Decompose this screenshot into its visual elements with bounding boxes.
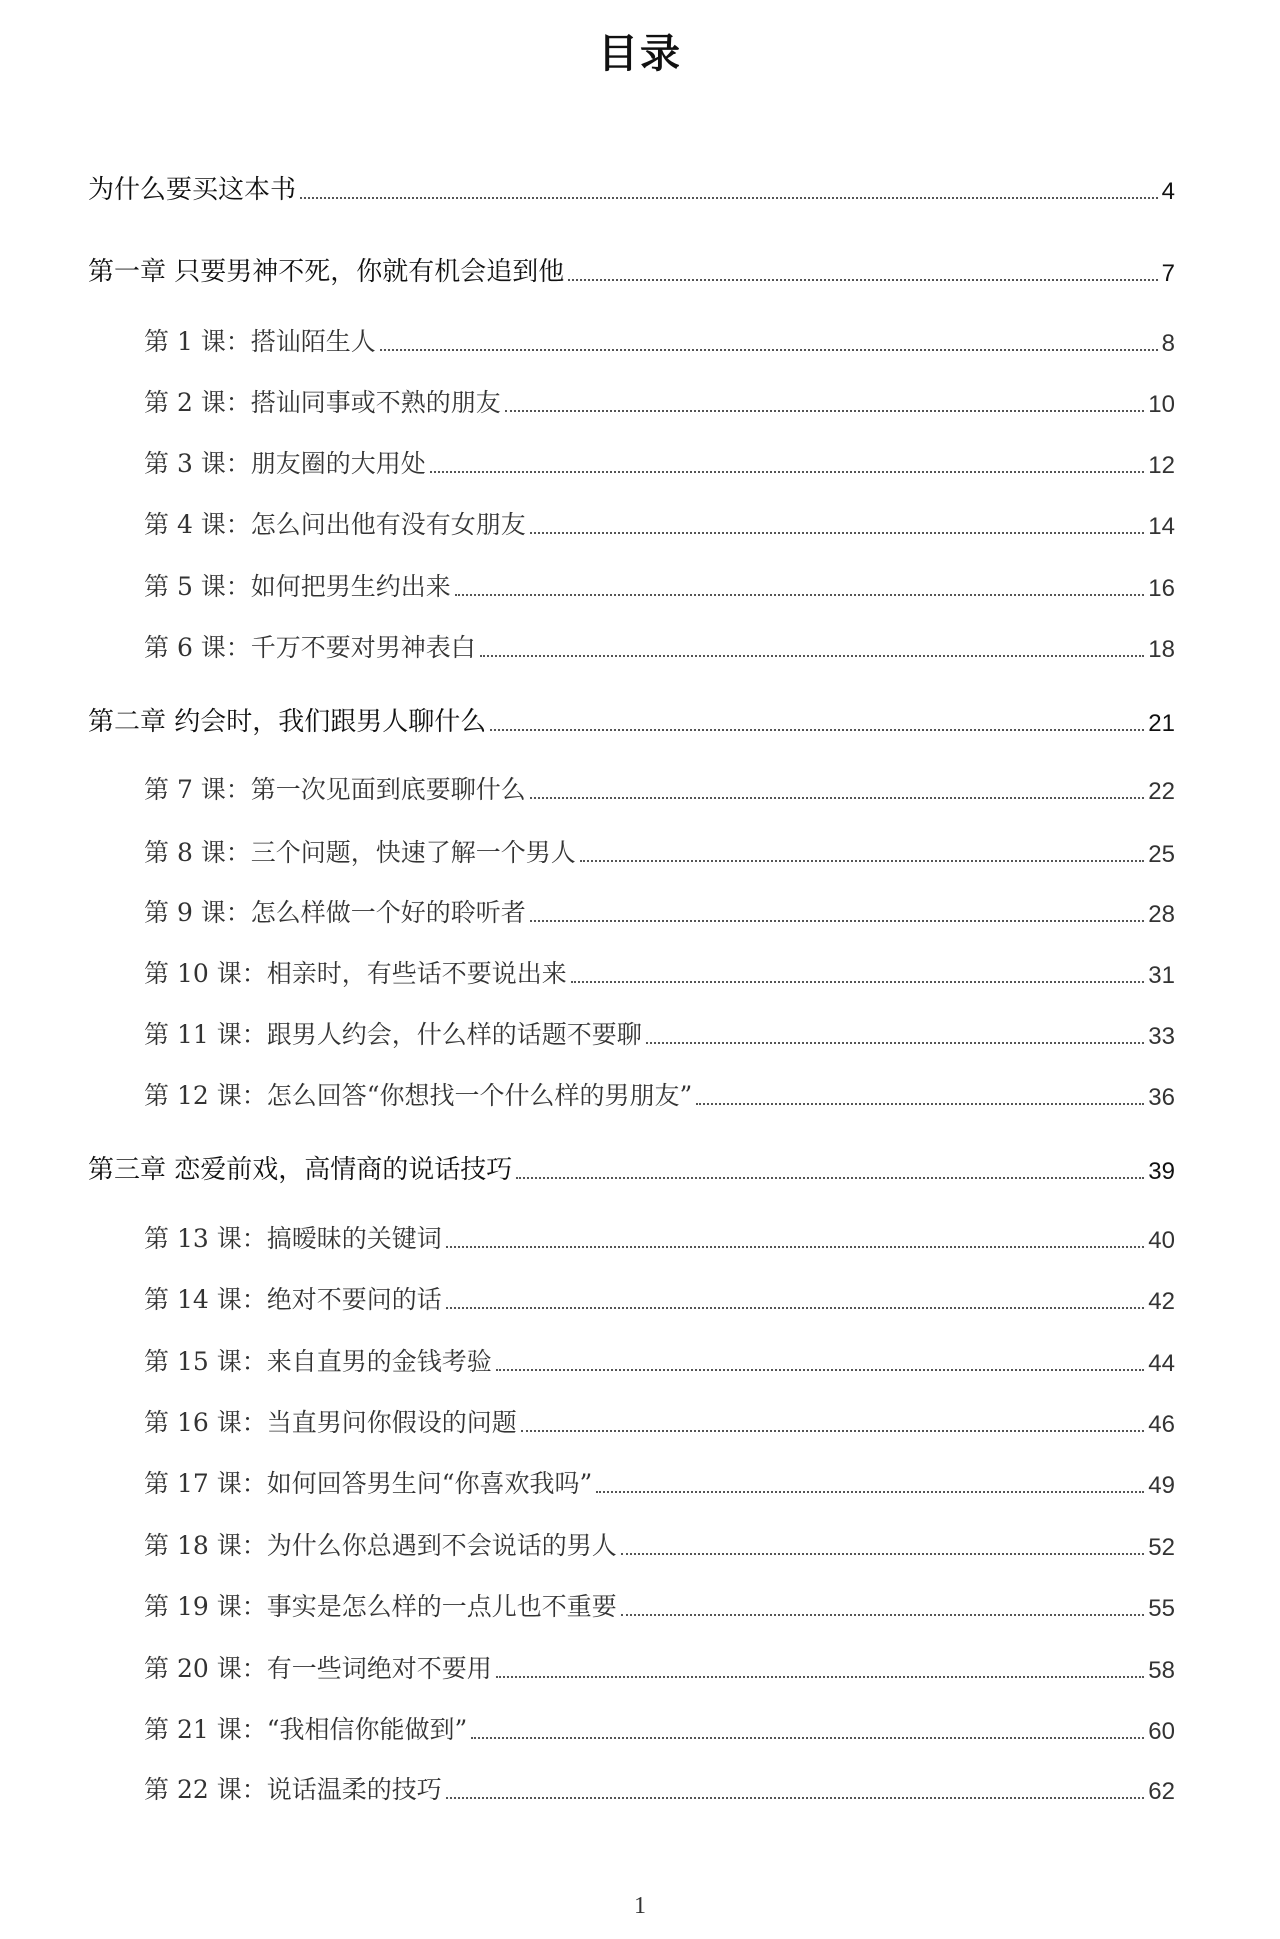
dot-leader	[300, 197, 1158, 199]
entry-title: 第 18 课：为什么你总遇到不会说话的男人	[144, 1531, 617, 1560]
entry-title: 第 19 课：事实是怎么样的一点儿也不重要	[144, 1592, 617, 1621]
dot-leader	[580, 860, 1144, 862]
toc-lesson-entry[interactable]	[144, 1078, 1175, 1112]
toc-lesson-entry[interactable]	[144, 1712, 1175, 1746]
toc-lesson-entry[interactable]	[144, 1221, 1175, 1255]
entry-page-number: 28	[1148, 901, 1175, 928]
entry-page-number: 46	[1148, 1411, 1175, 1438]
dot-leader	[446, 1307, 1145, 1309]
entry-title: 第 9 课：怎么样做一个好的聆听者	[144, 898, 526, 927]
entry-page-number: 62	[1148, 1778, 1175, 1805]
entry-title: 第一章 只要男神不死，你就有机会追到他	[88, 257, 565, 287]
entry-page-number: 12	[1148, 452, 1175, 479]
entry-page-number: 33	[1148, 1023, 1175, 1050]
entry-title: 第 5 课：如何把男生约出来	[144, 572, 451, 601]
entry-title: 第 7 课：第一次见面到底要聊什么	[144, 775, 526, 804]
page-number: 1	[634, 1893, 646, 1919]
toc-lesson-entry[interactable]	[144, 1405, 1175, 1439]
entry-title: 第 12 课：怎么回答“你想找一个什么样的男朋友”	[144, 1081, 693, 1110]
toc-lesson-entry[interactable]	[144, 507, 1175, 541]
entry-page-number: 36	[1148, 1084, 1175, 1111]
toc-lesson-entry[interactable]	[144, 630, 1175, 664]
dot-leader	[596, 1491, 1144, 1493]
entry-title: 第 10 课：相亲时，有些话不要说出来	[144, 959, 567, 988]
entry-title: 第 14 课：绝对不要问的话	[144, 1285, 442, 1314]
dot-leader	[516, 1177, 1144, 1179]
entry-page-number: 52	[1148, 1534, 1175, 1561]
entry-page-number: 49	[1148, 1472, 1175, 1499]
dot-leader	[646, 1042, 1145, 1044]
dot-leader	[530, 532, 1144, 534]
entry-page-number: 16	[1148, 575, 1175, 602]
entry-title: 第 11 课：跟男人约会，什么样的话题不要聊	[144, 1020, 642, 1049]
dot-leader	[455, 594, 1144, 596]
entry-title: 第 3 课：朋友圈的大用处	[144, 449, 426, 478]
entry-page-number: 42	[1148, 1288, 1175, 1315]
entry-page-number: 40	[1148, 1227, 1175, 1254]
toc-lesson-entry[interactable]	[144, 1466, 1175, 1500]
entry-title: 第 15 课：来自直男的金钱考验	[144, 1347, 492, 1376]
toc-chapter-entry[interactable]	[88, 1152, 1175, 1186]
toc-lesson-entry[interactable]	[144, 1772, 1175, 1806]
dot-leader	[696, 1103, 1144, 1105]
dot-leader	[530, 920, 1144, 922]
entry-page-number: 39	[1148, 1158, 1175, 1185]
entry-page-number: 44	[1148, 1350, 1175, 1377]
entry-title: 第 17 课：如何回答男生问“你喜欢我吗”	[144, 1469, 593, 1498]
entry-title: 为什么要买这本书	[88, 175, 297, 205]
dot-leader	[621, 1614, 1145, 1616]
entry-page-number: 60	[1148, 1718, 1175, 1745]
entry-title: 第 13 课：搞暧昧的关键词	[144, 1224, 442, 1253]
toc-lesson-entry[interactable]	[144, 446, 1175, 480]
dot-leader	[380, 349, 1158, 351]
dot-leader	[480, 655, 1144, 657]
entry-page-number: 8	[1161, 330, 1175, 357]
entry-title: 第 1 课：搭讪陌生人	[144, 327, 376, 356]
dot-leader	[430, 471, 1144, 473]
entry-title: 第 16 课：当直男问你假设的问题	[144, 1408, 517, 1437]
toc-lesson-entry[interactable]	[144, 835, 1175, 869]
toc-lesson-entry[interactable]	[144, 385, 1175, 419]
dot-leader	[568, 279, 1157, 281]
dot-leader	[490, 729, 1144, 731]
toc-lesson-entry[interactable]	[144, 956, 1175, 990]
entry-page-number: 25	[1148, 841, 1175, 868]
entry-title: 第三章 恋爱前戏，高情商的说话技巧	[88, 1155, 513, 1185]
dot-leader	[521, 1430, 1145, 1432]
dot-leader	[471, 1737, 1144, 1739]
toc-lesson-entry[interactable]	[144, 1017, 1175, 1051]
dot-leader	[621, 1553, 1145, 1555]
entry-page-number: 7	[1161, 260, 1175, 287]
entry-page-number: 58	[1148, 1657, 1175, 1684]
entry-page-number: 21	[1148, 710, 1175, 737]
dot-leader	[530, 797, 1144, 799]
entry-page-number: 4	[1161, 178, 1175, 205]
entry-page-number: 31	[1148, 962, 1175, 989]
entry-title: 第 22 课：说话温柔的技巧	[144, 1775, 442, 1804]
entry-title: 第 21 课：“我相信你能做到”	[144, 1715, 468, 1744]
entry-title: 第 4 课：怎么问出他有没有女朋友	[144, 510, 526, 539]
entry-title: 第 8 课：三个问题，快速了解一个男人	[144, 838, 576, 867]
entry-page-number: 55	[1148, 1595, 1175, 1622]
toc-lesson-entry[interactable]	[144, 1282, 1175, 1316]
toc-lesson-entry[interactable]	[144, 1651, 1175, 1685]
entry-title: 第二章 约会时，我们跟男人聊什么	[88, 707, 487, 737]
entry-page-number: 10	[1148, 391, 1175, 418]
toc-lesson-entry[interactable]	[144, 569, 1175, 603]
dot-leader	[446, 1797, 1145, 1799]
toc-lesson-entry[interactable]	[144, 895, 1175, 929]
entry-title: 第 2 课：搭讪同事或不熟的朋友	[144, 388, 501, 417]
entry-title: 第 6 课：千万不要对男神表白	[144, 633, 476, 662]
entry-title: 第 20 课：有一些词绝对不要用	[144, 1654, 492, 1683]
entry-page-number: 18	[1148, 636, 1175, 663]
dot-leader	[496, 1676, 1145, 1678]
toc-lesson-entry[interactable]	[144, 1528, 1175, 1562]
entry-page-number: 22	[1148, 778, 1175, 805]
toc-title: 目录	[598, 31, 682, 77]
toc-chapter-entry[interactable]	[88, 704, 1175, 738]
dot-leader	[496, 1369, 1145, 1371]
toc-chapter-entry[interactable]	[88, 172, 1175, 206]
dot-leader	[446, 1246, 1145, 1248]
toc-lesson-entry[interactable]	[144, 1589, 1175, 1623]
toc-lesson-entry[interactable]	[144, 1344, 1175, 1378]
toc-lesson-entry[interactable]	[144, 324, 1175, 358]
dot-leader	[571, 981, 1145, 983]
toc-lesson-entry[interactable]	[144, 772, 1175, 806]
toc-chapter-entry[interactable]	[88, 254, 1175, 288]
dot-leader	[505, 410, 1144, 412]
entry-page-number: 14	[1148, 513, 1175, 540]
